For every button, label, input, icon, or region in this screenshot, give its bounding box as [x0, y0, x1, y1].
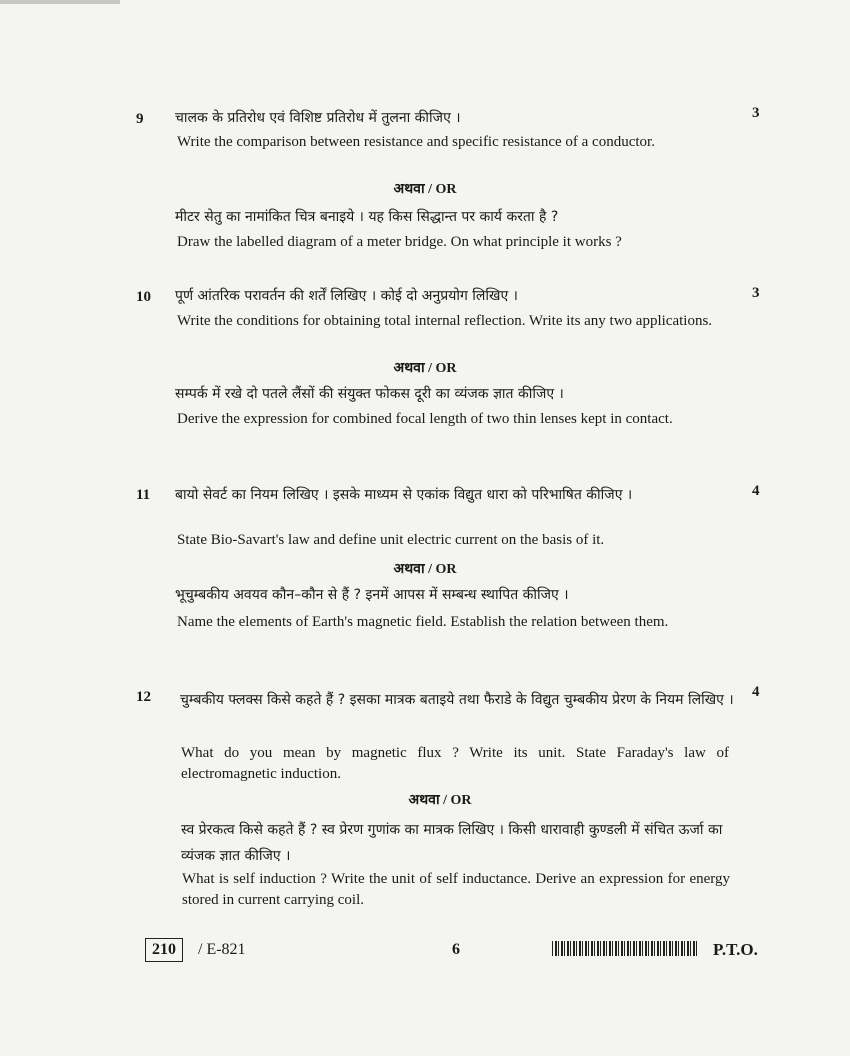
barcode-icon	[552, 941, 698, 956]
question-number: 9	[136, 111, 144, 127]
or-label: अथवा / OR	[393, 182, 457, 197]
question-marks: 3	[752, 285, 760, 301]
alternative-english: Draw the labelled diagram of a meter bridge. On what principle it works ?	[177, 234, 622, 250]
scan-edge-line	[0, 0, 120, 4]
or-label: अथवा / OR	[408, 793, 472, 808]
question-english: What do you mean by magnetic flux ? Write its unit. State Faraday's law of electromagnetic induction.	[181, 745, 729, 782]
please-turn-over: P.T.O.	[713, 940, 758, 959]
alternative-hindi: भूचुम्बकीय अवयव कौन–कौन से हैं ? इनमें आपस में सम्बन्ध स्थापित कीजिए ।	[175, 587, 569, 603]
or-divider	[0, 179, 850, 198]
question-hindi: बायो सेवर्ट का नियम लिखिए । इसके माध्यम से एकांक विद्युत धारा को परिभाषित कीजिए ।	[175, 487, 633, 503]
question-number: 10	[136, 289, 151, 305]
question-english: State Bio-Savart's law and define unit electric current on the basis of it.	[177, 532, 605, 548]
page-footer	[0, 938, 850, 968]
alternative-hindi: सम्पर्क में रखे दो पतले लैंसों की संयुक्त फोकस दूरी का व्यंजक ज्ञात कीजिए ।	[175, 386, 564, 402]
question-english: Write the conditions for obtaining total internal reflection. Write its any two applications.	[177, 313, 713, 329]
question-hindi: पूर्ण आंतरिक परावर्तन की शर्तें लिखिए । कोई दो अनुप्रयोग लिखिए ।	[175, 288, 518, 304]
question-marks: 4	[752, 684, 760, 700]
or-divider	[15, 790, 850, 809]
alternative-english: Derive the expression for combined focal length of two thin lenses kept in contact.	[177, 411, 673, 427]
alternative-english: Name the elements of Earth's magnetic field. Establish the relation between them.	[177, 614, 669, 630]
or-label: अथवा / OR	[393, 562, 457, 577]
or-label: अथवा / OR	[393, 361, 457, 376]
question-number: 11	[136, 487, 151, 503]
question-number: 12	[136, 689, 151, 705]
question-english: Write the comparison between resistance and specific resistance of a conductor.	[177, 134, 655, 150]
question-hindi: चुम्बकीय फ्लक्स किसे कहते हैं ? इसका मात्रक बताइये तथा फैराडे के विद्युत चुम्बकीय प्रेरण के नियम लिखिए ।	[180, 692, 734, 708]
page-number: 6	[452, 941, 460, 958]
or-divider	[0, 559, 850, 578]
alternative-hindi: मीटर सेतु का नामांकित चित्र बनाइये । यह किस सिद्धान्त पर कार्य करता है ?	[175, 209, 559, 225]
or-divider	[0, 358, 850, 377]
question-marks: 4	[752, 483, 760, 499]
paper-code-box: 210	[145, 938, 183, 962]
alternative-hindi: स्व प्रेरकत्व किसे कहते हैं ? स्व प्रेरण गुणांक का मात्रक लिखिए । किसी धारावाही कुण्डली में संचित ऊर्जा का व्यंजक ज्ञात कीजिए ।	[181, 822, 723, 864]
paper-series: / E-821	[198, 941, 246, 958]
question-marks: 3	[752, 105, 760, 121]
question-hindi: चालक के प्रतिरोध एवं विशिष्ट प्रतिरोध में तुलना कीजिए ।	[175, 110, 461, 126]
alternative-english: What is self induction ? Write the unit of self inductance. Derive an expression for energy stored in current carrying coil.	[182, 871, 730, 908]
